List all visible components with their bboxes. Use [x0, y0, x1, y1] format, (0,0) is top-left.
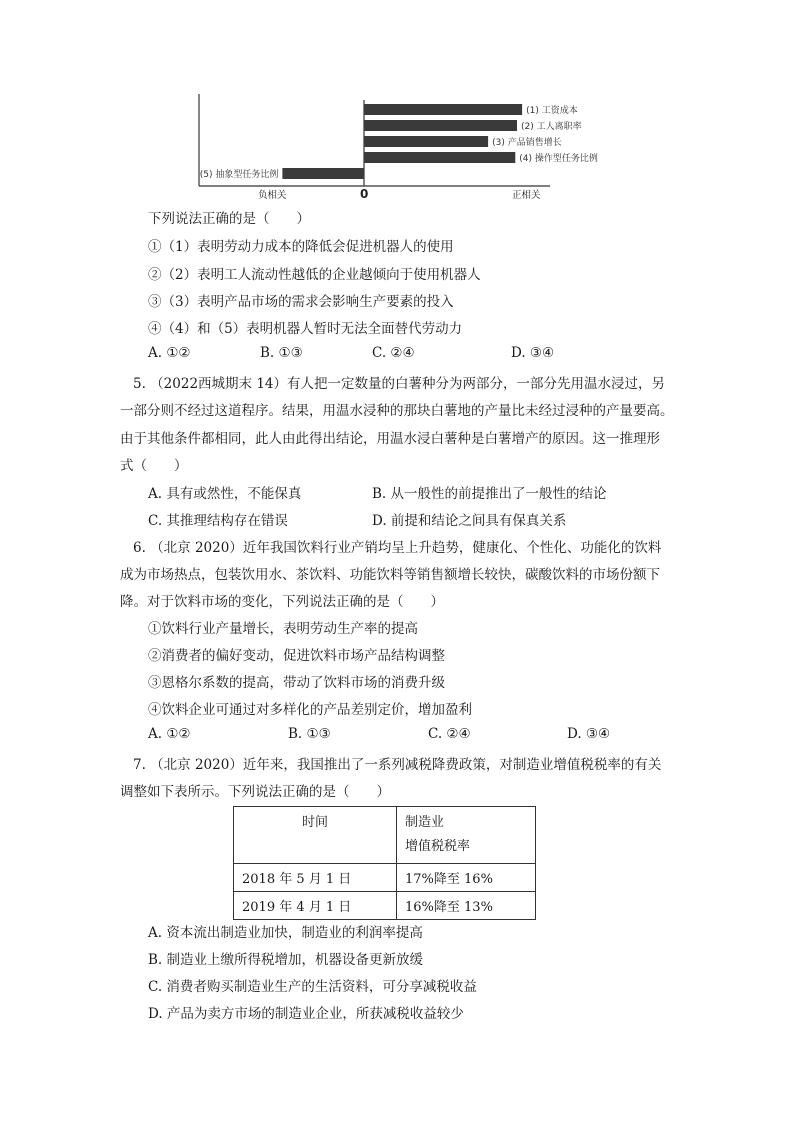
q5-line-4: 式（ ） [120, 458, 188, 474]
q5-line-2: 一部分则不经过这道程序。结果，用温水浸种的那块白薯地的产量比未经过浸种的产量要高。 [120, 403, 674, 419]
q7-option-c: C. 消费者购买制造业生产的生活资料，可分享减税收益 [148, 979, 477, 995]
bar-label: (5) 抽象型任务比例 [199, 170, 279, 180]
q7-line-2: 调整如下表所示。下列说法正确的是（ ） [120, 784, 390, 800]
q7-line-1: 7. （北京 2020）近年来，我国推出了一系列减税降费政策，对制造业增值税税率的有关 [133, 757, 662, 773]
table-row [234, 864, 536, 892]
chart-bar [364, 152, 515, 163]
q6-line-1: 6. （北京 2020）近年我国饮料行业产销均呈上升趋势，健康化、个性化、功能化的饮料 [133, 540, 662, 556]
table-header-rate [397, 807, 536, 864]
q6-option-b: B. ①③ [288, 726, 331, 742]
table-cell-date: 2019 年 4 月 1 日 [234, 892, 397, 920]
correlation-bar-chart [190, 90, 630, 202]
q4-option-c: C. ②④ [372, 345, 415, 361]
chart-bar [282, 168, 364, 179]
q5-option-c: C. 其推理结构存在错误 [148, 513, 288, 529]
table-row [234, 892, 536, 920]
q4-item-1: ①（1）表明劳动力成本的降低会促进机器人的使用 [148, 239, 454, 255]
q4-item-4: ④（4）和（5）表明机器人暂时无法全面替代劳动力 [148, 321, 463, 337]
table-header-time: 时间 [234, 807, 397, 864]
q7-option-d: D. 产品为卖方市场的制造业企业，所获减税收益较少 [148, 1006, 464, 1022]
q4-item-2: ②（2）表明工人流动性越低的企业越倾向于使用机器人 [148, 267, 481, 283]
q6-line-2: 成为市场热点，包装饮用水、茶饮料、功能饮料等销售额增长较快，碳酸饮料的市场份额下 [120, 567, 660, 583]
bar-label: (2) 工人离职率 [521, 122, 582, 132]
tax-rate-table [233, 806, 536, 920]
chart-bar [364, 104, 522, 115]
q6-item-3: ③恩格尔系数的提高，带动了饮料市场的消费升级 [148, 675, 445, 691]
q6-item-1: ①饮料行业产量增长，表明劳动生产率的提高 [148, 621, 418, 637]
q6-option-c: C. ②④ [428, 726, 471, 742]
q6-item-2: ②消费者的偏好变动，促进饮料市场产品结构调整 [148, 648, 445, 664]
bar-label: (3) 产品销售增长 [492, 138, 562, 148]
table-header-rate-line2: 增值税税率 [405, 839, 471, 854]
q6-line-3: 降。对于饮料市场的变化，下列说法正确的是（ ） [120, 594, 444, 610]
q5-option-b: B. 从一般性的前提推出了一般性的结论 [372, 486, 607, 502]
axis-label-negative: 负相关 [258, 190, 287, 201]
q4-option-a: A. ①② [148, 345, 191, 361]
axis-label-zero: 0 [360, 187, 369, 201]
q5-option-a: A. 具有或然性，不能保真 [148, 486, 302, 502]
chart-bar [364, 120, 517, 131]
chart-bar [364, 136, 488, 147]
q7-option-b: B. 制造业上缴所得税增加，机器设备更新放缓 [148, 952, 424, 968]
q4-option-d: D. ③④ [511, 345, 555, 361]
q4-item-3: ③（3）表明产品市场的需求会影响生产要素的投入 [148, 294, 454, 310]
table-header-rate-line1: 制造业 [405, 815, 445, 830]
bar-label: (4) 操作型任务比例 [519, 154, 598, 164]
axis-label-positive: 正相关 [512, 190, 541, 201]
table-cell-rate: 16%降至 13% [397, 892, 536, 920]
q5-option-d: D. 前提和结论之间具有保真关系 [372, 513, 567, 529]
bar-label: (1) 工资成本 [526, 106, 578, 116]
q5-line-3: 由于其他条件都相同，此人由此得出结论，用温水浸白薯种是白薯增产的原因。这一推理形 [120, 431, 660, 447]
table-cell-date: 2018 年 5 月 1 日 [234, 864, 397, 892]
chart-svg [190, 90, 630, 202]
q7-option-a: A. 资本流出制造业加快，制造业的利润率提高 [148, 925, 423, 941]
table-header-row [234, 807, 536, 864]
q4-option-b: B. ①③ [260, 345, 303, 361]
q6-item-4: ④饮料企业可通过对多样化的产品差别定价，增加盈利 [148, 702, 472, 718]
q4-stem: 下列说法正确的是（ ） [148, 211, 310, 227]
q6-option-a: A. ①② [148, 726, 191, 742]
q5-line-1: 5. （2022西城期末 14）有人把一定数量的白薯种分为两部分，一部分先用温水浸过，另 [133, 376, 665, 392]
q6-option-d: D. ③④ [567, 726, 611, 742]
table-cell-rate: 17%降至 16% [397, 864, 536, 892]
